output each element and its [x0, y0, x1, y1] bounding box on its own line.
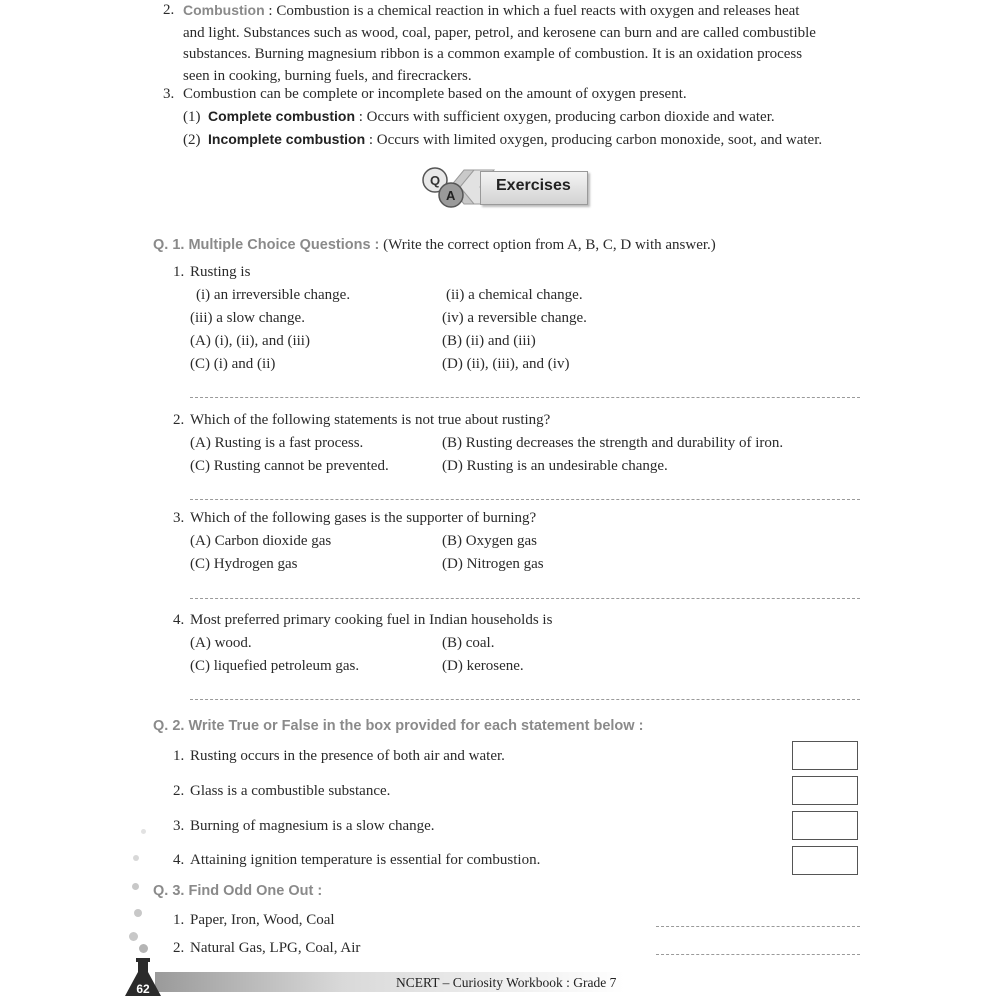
- q3-heading: [153, 883, 322, 900]
- tf-statement: Burning of magnesium is a slow change.: [190, 818, 435, 834]
- mcq-option: (A) wood.: [190, 635, 252, 651]
- odd-one-number: 1.: [173, 912, 185, 928]
- answer-line[interactable]: [190, 397, 860, 398]
- mcq-number: 4.: [173, 612, 185, 628]
- q2-title: Q. 2. Write True or False in the box provided for each statement below :: [153, 718, 644, 734]
- mcq-option: (A) Rusting is a fast process.: [190, 435, 364, 451]
- para-line: substances. Burning magnesium ribbon is a common example of combustion. It is an oxidation process: [183, 46, 803, 62]
- para-line: : Combustion is a chemical reaction in which a fuel reacts with oxygen and releases heat: [264, 3, 800, 19]
- tf-number: 2.: [173, 783, 185, 799]
- mcq-statement: (iv) a reversible change.: [442, 310, 587, 326]
- q1-title: Q. 1. Multiple Choice Questions :: [153, 237, 380, 253]
- para-line: seen in cooking, burning fuels, and firecrackers.: [183, 67, 472, 84]
- para-number: 2.: [163, 2, 175, 18]
- complete-combustion-text: : Occurs with sufficient oxygen, producing carbon dioxide and water.: [355, 109, 775, 125]
- flask-icon: [122, 956, 164, 998]
- odd-one-question: Natural Gas, LPG, Coal, Air: [190, 940, 361, 956]
- true-false-box[interactable]: [792, 811, 858, 840]
- footer-book-title: NCERT – Curiosity Workbook : Grade 7: [396, 975, 617, 990]
- mcq-option: (D) Nitrogen gas: [442, 556, 544, 572]
- mcq-option: (C) (i) and (ii): [190, 356, 276, 372]
- complete-combustion-term: Complete combustion: [208, 108, 356, 124]
- mcq-option: (A) Carbon dioxide gas: [190, 533, 332, 549]
- combustion-types-text: Combustion can be complete or incomplete based on the amount of oxygen present.: [183, 86, 687, 102]
- para-line: and light. Substances such as wood, coal, paper, petrol, and kerosene can burn and are called combustible: [183, 24, 816, 41]
- mcq-statement: (i) an irreversible change.: [196, 287, 351, 303]
- qa-icon-a-letter: A: [446, 188, 456, 203]
- mcq-option: (C) Rusting cannot be prevented.: [190, 458, 389, 474]
- odd-one-number: 2.: [173, 940, 185, 956]
- answer-line[interactable]: [190, 598, 860, 599]
- mcq-number: 1.: [173, 264, 185, 280]
- mcq-question: Which of the following statements is not true about rusting?: [190, 412, 551, 428]
- mcq-question: Most preferred primary cooking fuel in Indian households is: [190, 612, 553, 628]
- answer-line[interactable]: [190, 699, 860, 700]
- true-false-box[interactable]: [792, 776, 858, 805]
- q2-heading: [153, 718, 643, 735]
- sub-number: (1): [183, 109, 201, 125]
- qa-icon-q-letter: Q: [430, 173, 441, 188]
- mcq-number: 3.: [173, 510, 185, 526]
- mcq-question: Which of the following gases is the supporter of burning?: [190, 510, 537, 526]
- q1-heading: [153, 237, 716, 254]
- tf-number: 4.: [173, 852, 185, 868]
- tf-statement: Glass is a combustible substance.: [190, 783, 391, 799]
- mcq-option: (D) (ii), (iii), and (iv): [442, 356, 570, 372]
- exercises-banner: [420, 165, 590, 209]
- mcq-option: (B) Oxygen gas: [442, 533, 537, 549]
- mcq-option: (D) Rusting is an undesirable change.: [442, 458, 668, 474]
- incomplete-combustion-text: : Occurs with limited oxygen, producing carbon monoxide, soot, and water.: [365, 132, 823, 148]
- true-false-box[interactable]: [792, 741, 858, 770]
- mcq-statement: (ii) a chemical change.: [446, 287, 583, 303]
- mcq-option: (B) (ii) and (iii): [442, 333, 536, 349]
- mcq-option: (B) Rusting decreases the strength and durability of iron.: [442, 435, 784, 451]
- sub-number: (2): [183, 132, 201, 148]
- mcq-option: (C) liquefied petroleum gas.: [190, 658, 360, 674]
- incomplete-combustion-term: Incomplete combustion: [208, 131, 366, 147]
- tf-number: 1.: [173, 748, 185, 764]
- mcq-statement: (iii) a slow change.: [190, 310, 305, 326]
- odd-one-question: Paper, Iron, Wood, Coal: [190, 912, 335, 928]
- combustion-term: Combustion: [183, 2, 265, 18]
- mcq-option: (B) coal.: [442, 635, 495, 651]
- mcq-option: (D) kerosene.: [442, 658, 524, 674]
- page-number: 62: [136, 982, 150, 996]
- mcq-option: (A) (i), (ii), and (iii): [190, 333, 310, 349]
- true-false-box[interactable]: [792, 846, 858, 875]
- answer-line[interactable]: [656, 926, 860, 927]
- tf-statement: Rusting occurs in the presence of both air and water.: [190, 748, 505, 764]
- para-number: 3.: [163, 86, 175, 102]
- answer-line[interactable]: [190, 499, 860, 500]
- q3-title: Q. 3. Find Odd One Out :: [153, 883, 323, 899]
- q1-instruction: (Write the correct option from A, B, C, D with answer.): [379, 237, 716, 253]
- combustion-paragraph: [183, 0, 863, 87]
- answer-line[interactable]: [656, 954, 860, 955]
- mcq-question: Rusting is: [190, 264, 251, 280]
- complete-combustion-line: [183, 106, 775, 129]
- tf-statement: Attaining ignition temperature is essential for combustion.: [190, 852, 541, 868]
- mcq-option: (C) Hydrogen gas: [190, 556, 298, 572]
- exercises-title: Exercises: [496, 177, 571, 194]
- tf-number: 3.: [173, 818, 185, 834]
- mcq-number: 2.: [173, 412, 185, 428]
- incomplete-combustion-line: [183, 129, 822, 152]
